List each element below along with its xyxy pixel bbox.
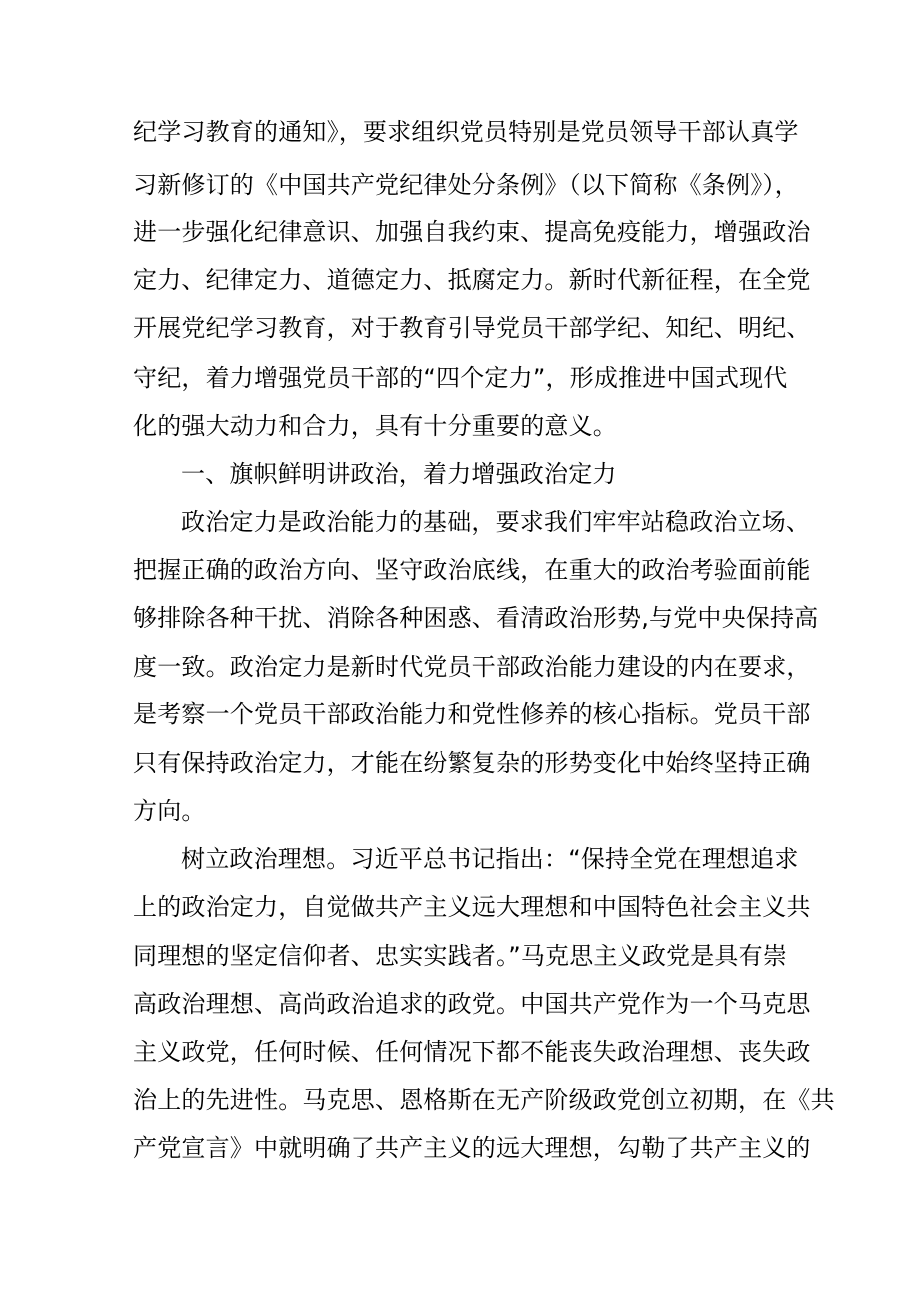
paragraph-line: 开展党纪学习教育，对于教育引导党员干部学纪、知纪、明纪、	[133, 314, 811, 342]
paragraph-line: 同理想的坚定信仰者、忠实实践者。”马克思主义政党是具有崇	[133, 942, 788, 970]
paragraph-line: 定力、纪律定力、道德定力、抵腐定力。新时代新征程，在全党	[133, 266, 811, 294]
paragraph-line: 把握正确的政治方向、坚守政治底线，在重大的政治考验面前能	[133, 556, 811, 584]
section-heading: 一、旗帜鲜明讲政治，着力增强政治定力	[181, 460, 617, 488]
paragraph-line: 治上的先进性。马克思、恩格斯在无产阶级政党创立初期，在《共	[133, 1086, 835, 1114]
paragraph-line: 高政治理想、高尚政治追求的政党。中国共产党作为一个马克思	[133, 990, 811, 1018]
paragraph-line: 方向。	[133, 797, 206, 825]
paragraph-line: 只有保持政治定力，才能在纷繁复杂的形势变化中始终坚持正确	[133, 749, 811, 777]
paragraph-line: 够排除各种干扰、消除各种困惑、看清政治形势,与党中央保持高	[133, 604, 819, 632]
paragraph-line: 产党宣言》中就明确了共产主义的远大理想，勾勒了共产主义的	[133, 1134, 811, 1162]
paragraph-line: 是考察一个党员干部政治能力和党性修养的核心指标。党员干部	[133, 700, 811, 728]
paragraph-line: 政治定力是政治能力的基础，要求我们牢牢站稳政治立场、	[181, 508, 811, 536]
paragraph-line: 上的政治定力，自觉做共产主义远大理想和中国特色社会主义共	[133, 893, 811, 921]
paragraph-line: 化的强大动力和合力，具有十分重要的意义。	[133, 412, 617, 440]
paragraph-line: 主义政党，任何时候、任何情况下都不能丧失政治理想、丧失政	[133, 1038, 811, 1066]
paragraph-line: 进一步强化纪律意识、加强自我约束、提高免疫能力，增强政治	[133, 218, 811, 246]
paragraph-line: 守纪，着力增强党员干部的“四个定力”，形成推进中国式现代	[133, 364, 788, 392]
paragraph-line: 度一致。政治定力是新时代党员干部政治能力建设的内在要求，	[133, 653, 811, 681]
paragraph-line: 纪学习教育的通知》，要求组织党员特别是党员领导干部认真学	[133, 118, 799, 146]
paragraph-line: 习新修订的《中国共产党纪律处分条例》（以下简称《条例》），	[133, 171, 799, 199]
paragraph-line: 树立政治理想。习近平总书记指出：“保持全党在理想追求	[181, 845, 799, 873]
